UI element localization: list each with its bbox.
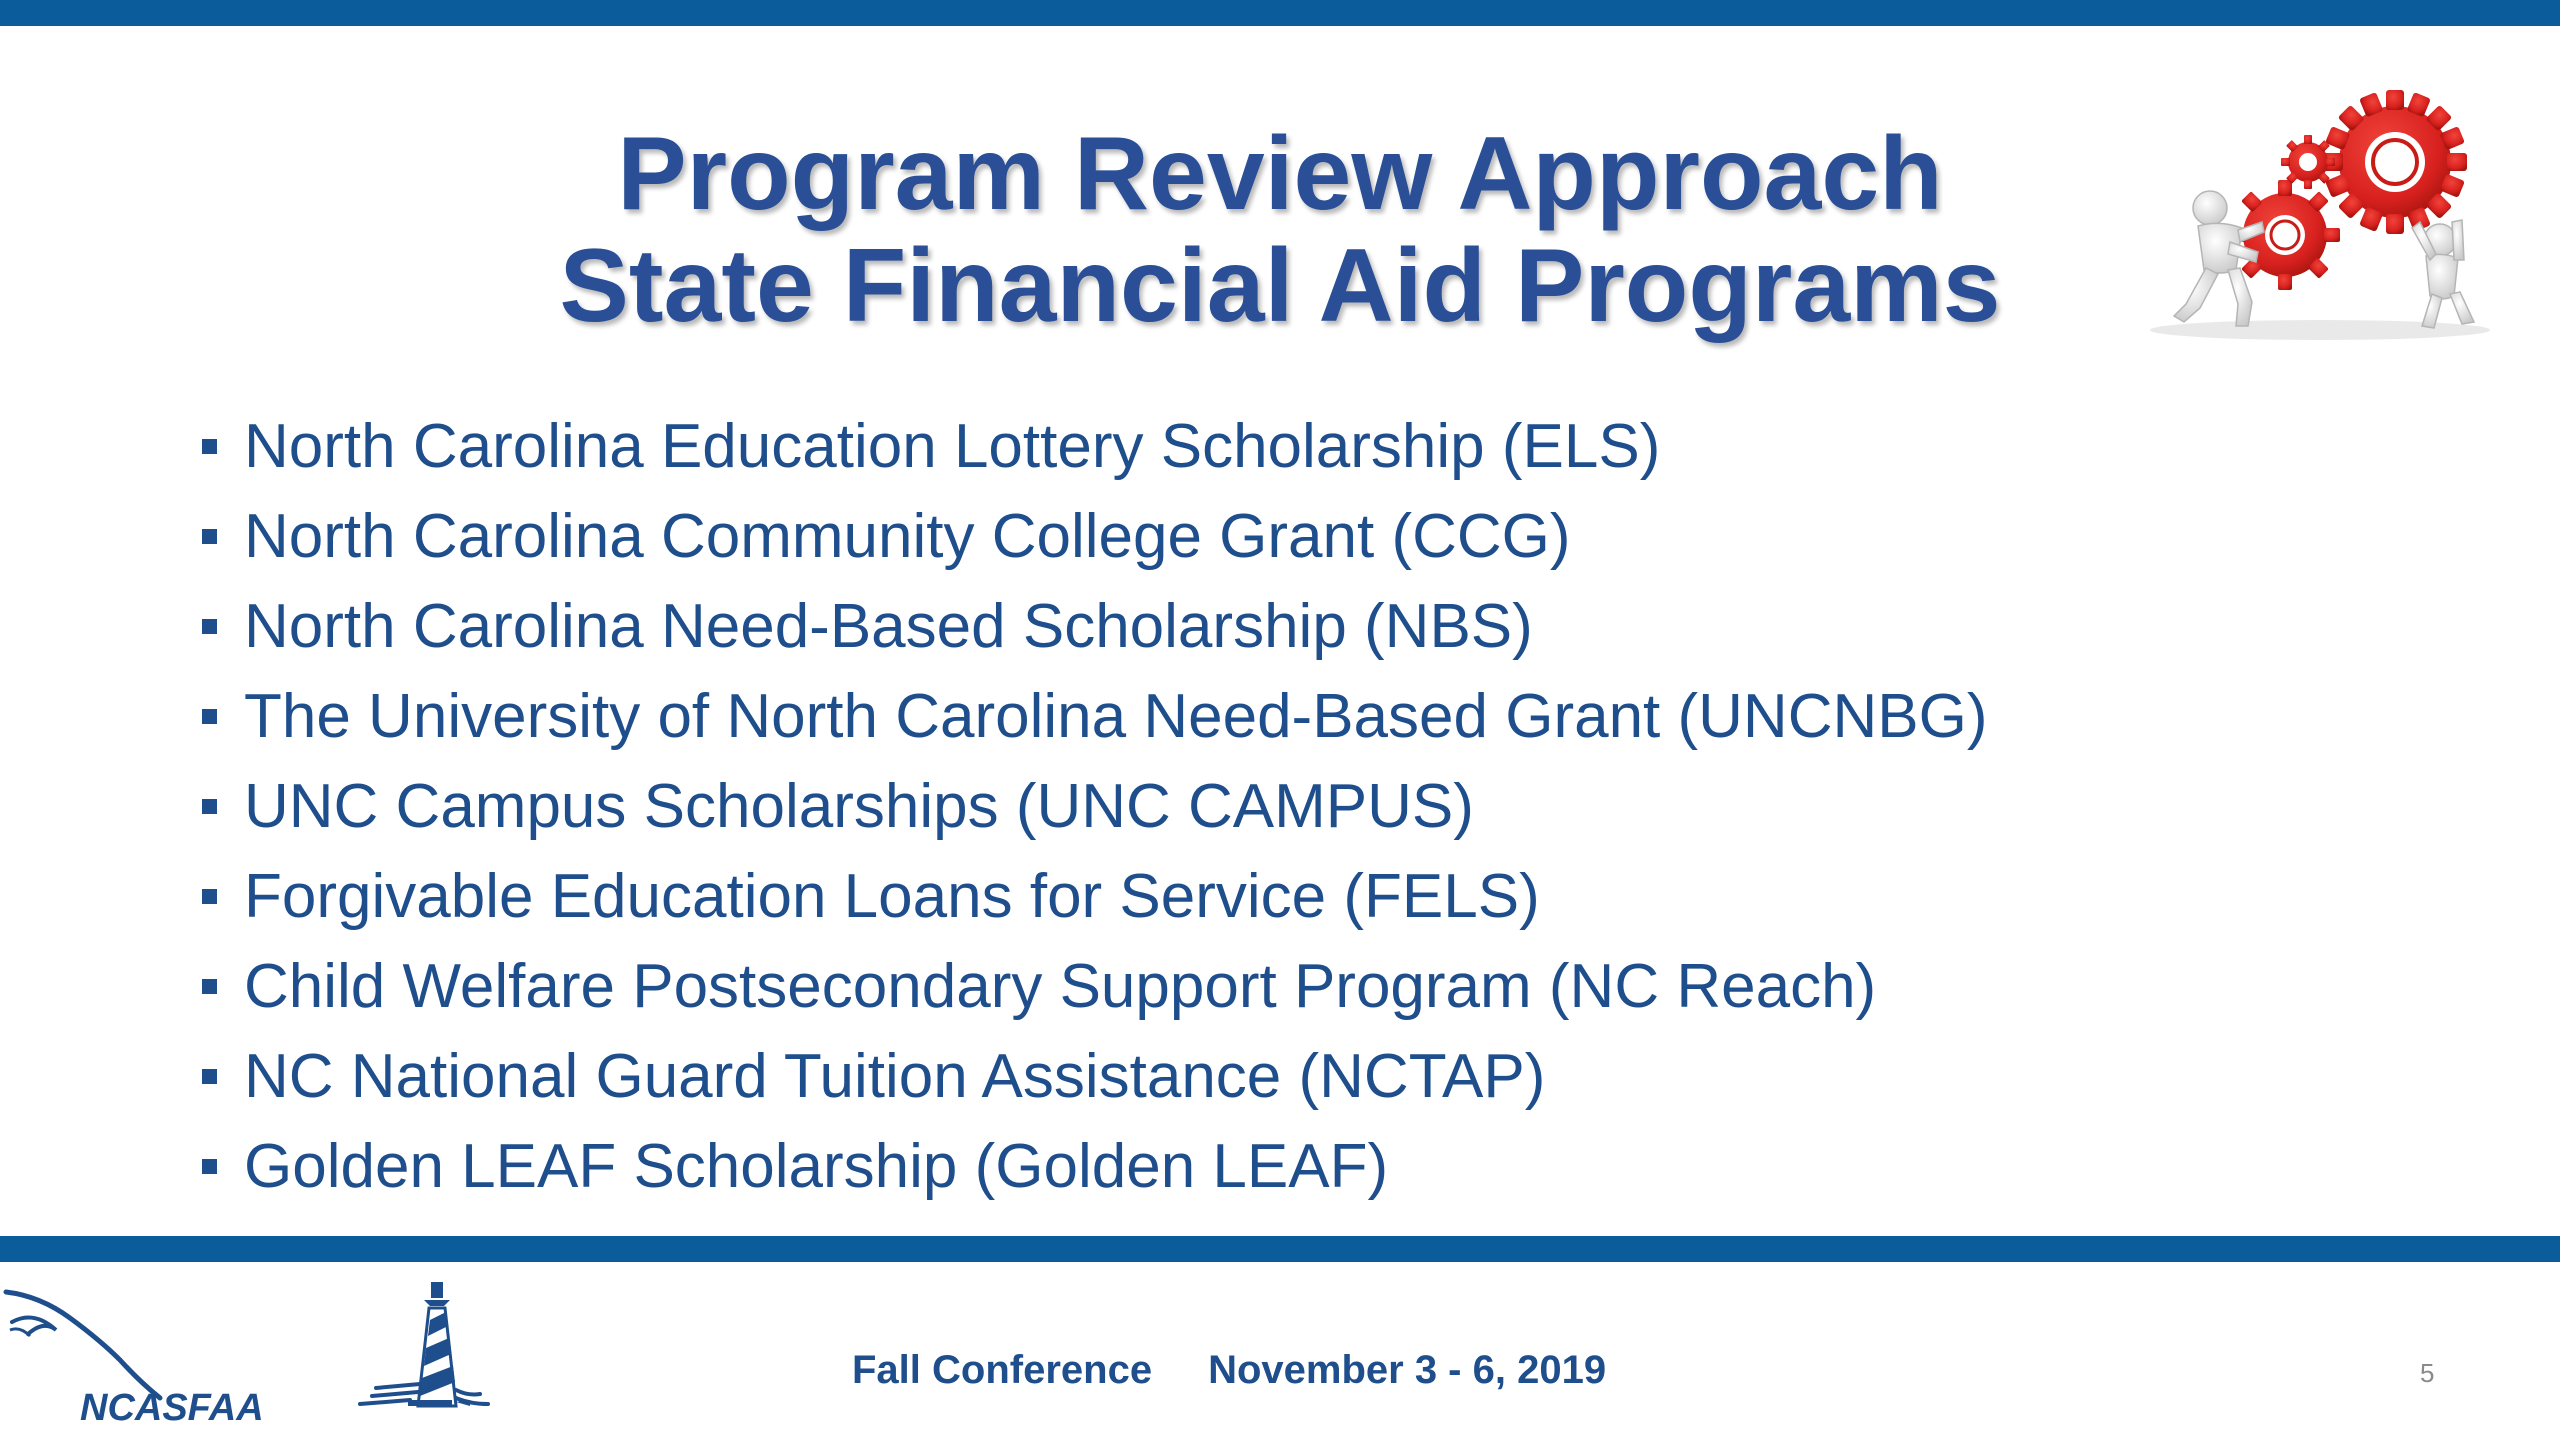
list-item bbox=[200, 942, 1987, 1032]
conference-name: Fall Conference bbox=[852, 1348, 1153, 1392]
list-item bbox=[200, 582, 1987, 672]
list-item-text: Child Welfare Postsecondary Support Program (NC Reach) bbox=[244, 952, 1877, 1021]
bullet-marker-icon bbox=[202, 619, 217, 634]
bullet-marker-icon bbox=[202, 979, 217, 994]
lighthouse-icon bbox=[360, 1282, 488, 1406]
list-item-text: NC National Guard Tuition Assistance (NCTAP) bbox=[244, 1042, 1546, 1111]
top-accent-bar bbox=[0, 0, 2560, 26]
page-number: 5 bbox=[2420, 1358, 2435, 1388]
list-item bbox=[200, 852, 1987, 942]
list-item bbox=[200, 402, 1987, 492]
ncasfaa-logo bbox=[0, 1270, 500, 1440]
logo-wordmark: NCASFAA bbox=[80, 1387, 264, 1429]
bullet-marker-icon bbox=[202, 1069, 217, 1084]
title-line-1: Program Review Approach bbox=[617, 116, 1943, 232]
list-item-text: North Carolina Education Lottery Scholarship (ELS) bbox=[244, 412, 1661, 481]
list-item bbox=[200, 1032, 1987, 1122]
list-item-text: Golden LEAF Scholarship (Golden LEAF) bbox=[244, 1132, 1389, 1201]
bullet-marker-icon bbox=[202, 889, 217, 904]
list-item bbox=[200, 762, 1987, 852]
list-item-text: North Carolina Community College Grant (CCG) bbox=[244, 502, 1571, 571]
list-item bbox=[200, 492, 1987, 582]
footer-conference-info bbox=[852, 1345, 1606, 1395]
bullet-marker-icon bbox=[202, 439, 217, 454]
bottom-accent-bar bbox=[0, 1236, 2560, 1262]
bullet-marker-icon bbox=[202, 1159, 217, 1174]
bullet-marker-icon bbox=[202, 799, 217, 814]
list-item-text: The University of North Carolina Need-Based Grant (UNCNBG) bbox=[244, 682, 1988, 751]
list-item-text: UNC Campus Scholarships (UNC CAMPUS) bbox=[244, 772, 1474, 841]
list-item bbox=[200, 672, 1987, 762]
title-line-2: State Financial Aid Programs bbox=[559, 228, 2001, 344]
bullet-marker-icon bbox=[202, 709, 217, 724]
slide-title bbox=[300, 118, 2260, 342]
list-item bbox=[200, 1122, 1987, 1212]
list-item-text: North Carolina Need-Based Scholarship (NBS) bbox=[244, 592, 1533, 661]
conference-dates: November 3 - 6, 2019 bbox=[1208, 1348, 1607, 1392]
coastline-icon bbox=[6, 1292, 160, 1398]
bullet-marker-icon bbox=[202, 529, 217, 544]
list-item-text: Forgivable Education Loans for Service (FELS) bbox=[244, 862, 1540, 931]
people-pushing-gears-icon bbox=[2140, 90, 2500, 350]
program-list bbox=[200, 402, 1987, 1212]
